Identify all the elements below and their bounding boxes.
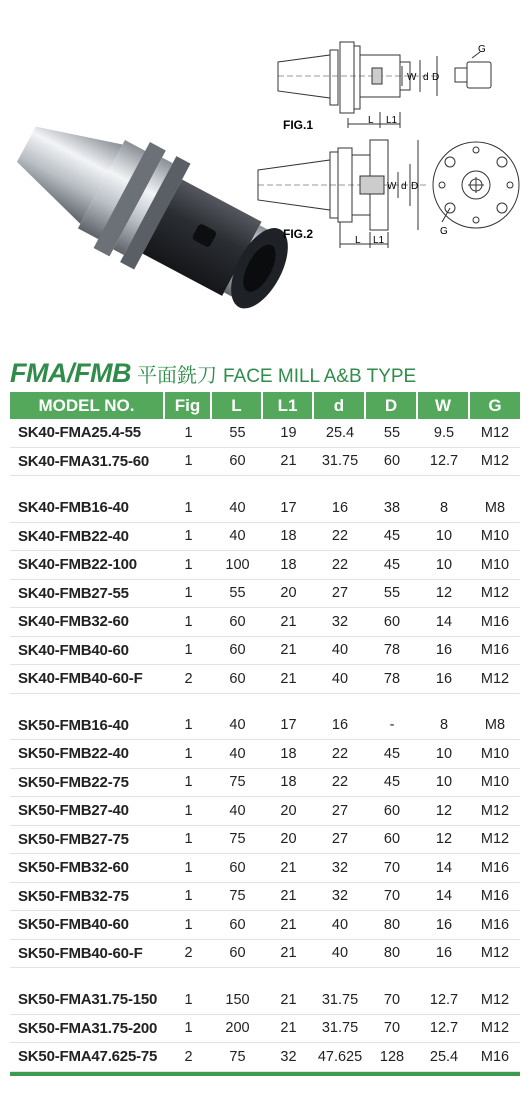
table-row bbox=[10, 986, 520, 1015]
spec-cell: 12 bbox=[435, 802, 453, 819]
spec-cell: 1 bbox=[184, 453, 193, 470]
spec-cell: 1 bbox=[184, 717, 193, 734]
spec-cell: 8 bbox=[439, 499, 449, 516]
spec-cell: 12.7 bbox=[429, 991, 459, 1008]
spec-cell: 40 bbox=[331, 642, 349, 659]
spec-cell: 60 bbox=[229, 859, 246, 876]
spec-cell: 32 bbox=[331, 888, 349, 905]
spec-cell: 8 bbox=[439, 717, 449, 734]
spec-cell: 21 bbox=[280, 945, 297, 962]
spec-cell: M12 bbox=[480, 945, 510, 962]
spec-cell: 21 bbox=[280, 1020, 297, 1037]
model-number-cell: SK50-FMB27-75 bbox=[18, 830, 129, 848]
spec-cell: 16 bbox=[435, 642, 453, 659]
spec-cell: 14 bbox=[435, 859, 453, 876]
spec-cell: 21 bbox=[280, 642, 297, 659]
spec-cell: 40 bbox=[331, 945, 349, 962]
spec-cell: 80 bbox=[383, 945, 401, 962]
row-group bbox=[10, 986, 520, 1072]
spec-cell: 14 bbox=[435, 613, 453, 630]
spec-cell: M12 bbox=[480, 991, 510, 1008]
spec-cell: 1 bbox=[184, 991, 193, 1008]
spec-cell: M10 bbox=[480, 745, 510, 762]
dim-g-label: G bbox=[478, 44, 486, 55]
model-number-cell: SK40-FMB32-60 bbox=[18, 613, 129, 631]
model-number-cell: SK50-FMA31.75-200 bbox=[18, 1019, 158, 1037]
spec-cell: 60 bbox=[229, 945, 246, 962]
spec-cell: 27 bbox=[331, 585, 349, 602]
spec-cell: M10 bbox=[480, 528, 510, 545]
spec-cell: M12 bbox=[480, 831, 510, 848]
tool-holder-photo bbox=[0, 91, 307, 331]
spec-cell: 1 bbox=[184, 916, 193, 933]
spec-cell: M16 bbox=[480, 916, 510, 933]
spec-cell: 38 bbox=[383, 499, 401, 516]
table-row bbox=[10, 1015, 520, 1044]
spec-cell: 40 bbox=[229, 499, 246, 516]
spec-cell: M16 bbox=[480, 1048, 510, 1065]
model-number-cell: SK40-FMB40-60 bbox=[18, 641, 129, 659]
fig2-label: FIG.2 bbox=[283, 227, 314, 241]
spec-cell: 31.75 bbox=[321, 991, 359, 1008]
spec-cell: 10 bbox=[435, 528, 453, 545]
table-row bbox=[10, 854, 520, 883]
spec-cell: 31.75 bbox=[321, 1020, 359, 1037]
spec-cell: 14 bbox=[435, 888, 453, 905]
spec-cell: 150 bbox=[225, 991, 250, 1008]
model-number-cell: SK50-FMB40-60-F bbox=[18, 944, 143, 962]
spec-cell: 1 bbox=[184, 642, 193, 659]
spec-cell: 22 bbox=[331, 774, 349, 791]
spec-cell: 16 bbox=[331, 717, 349, 734]
model-number-cell: SK40-FMB16-40 bbox=[18, 499, 129, 517]
spec-cell: 40 bbox=[229, 802, 246, 819]
spec-cell: 9.5 bbox=[433, 424, 455, 441]
spec-cell: 45 bbox=[383, 556, 401, 573]
model-number-cell: SK40-FMB22-40 bbox=[18, 527, 129, 545]
spec-cell: 60 bbox=[229, 642, 246, 659]
header-l: L bbox=[212, 392, 263, 419]
spec-cell: 40 bbox=[229, 528, 246, 545]
spec-cell: 60 bbox=[229, 613, 246, 630]
group-spacer bbox=[10, 694, 520, 712]
spec-cell: M12 bbox=[480, 802, 510, 819]
spec-cell: 1 bbox=[184, 888, 193, 905]
spec-cell: 60 bbox=[383, 613, 401, 630]
spec-cell: 20 bbox=[280, 802, 297, 819]
spec-cell: 1 bbox=[184, 802, 193, 819]
spec-cell: 75 bbox=[229, 774, 246, 791]
spec-cell: M8 bbox=[484, 499, 506, 516]
header-fig: Fig bbox=[165, 392, 212, 419]
table-row bbox=[10, 551, 520, 580]
spec-cell: 16 bbox=[331, 499, 349, 516]
spec-cell: 1 bbox=[184, 556, 193, 573]
dim-g-label-2: G bbox=[440, 226, 448, 237]
spec-cell: 1 bbox=[184, 424, 193, 441]
spec-cell: 27 bbox=[331, 802, 349, 819]
spec-cell: 25.4 bbox=[325, 424, 355, 441]
table-row bbox=[10, 580, 520, 609]
spec-cell: 1 bbox=[184, 859, 193, 876]
spec-cell: 75 bbox=[229, 888, 246, 905]
row-group bbox=[10, 494, 520, 694]
spec-cell: 21 bbox=[280, 991, 297, 1008]
table-row bbox=[10, 1043, 520, 1072]
table-row bbox=[10, 419, 520, 448]
table-row bbox=[10, 940, 520, 969]
spec-cell: M12 bbox=[480, 670, 510, 687]
fig1-label: FIG.1 bbox=[283, 118, 314, 132]
table-body bbox=[10, 419, 520, 1072]
spec-cell: 20 bbox=[280, 831, 297, 848]
title-main: FMA/FMB bbox=[10, 358, 131, 388]
spec-cell: 22 bbox=[331, 745, 349, 762]
spec-cell: 19 bbox=[280, 424, 297, 441]
spec-cell: 20 bbox=[280, 585, 297, 602]
spec-cell: 32 bbox=[331, 859, 349, 876]
spec-table bbox=[10, 392, 520, 1072]
spec-cell: 1 bbox=[184, 831, 193, 848]
section-title bbox=[10, 358, 416, 388]
spec-cell: 21 bbox=[280, 670, 297, 687]
table-row bbox=[10, 637, 520, 666]
spec-cell: 10 bbox=[435, 556, 453, 573]
spec-cell: 10 bbox=[435, 745, 453, 762]
spec-cell: 40 bbox=[331, 670, 349, 687]
spec-cell: - bbox=[389, 717, 395, 734]
spec-cell: 70 bbox=[383, 859, 401, 876]
spec-cell: 60 bbox=[229, 453, 246, 470]
spec-cell: M16 bbox=[480, 859, 510, 876]
spec-cell: 12.7 bbox=[429, 453, 459, 470]
spec-cell: 55 bbox=[229, 585, 246, 602]
spec-cell: 45 bbox=[383, 745, 401, 762]
spec-cell: 1 bbox=[184, 613, 193, 630]
model-number-cell: SK40-FMA31.75-60 bbox=[18, 452, 150, 470]
table-row bbox=[10, 769, 520, 798]
spec-cell: 60 bbox=[229, 670, 246, 687]
spec-cell: 55 bbox=[229, 424, 246, 441]
spec-cell: 17 bbox=[280, 499, 297, 516]
model-number-cell: SK50-FMA31.75-150 bbox=[18, 991, 158, 1009]
spec-cell: 21 bbox=[280, 888, 297, 905]
spec-cell: M10 bbox=[480, 556, 510, 573]
spec-cell: 22 bbox=[331, 528, 349, 545]
dim-l1-label-2: L1 bbox=[373, 235, 385, 246]
model-number-cell: SK50-FMB27-40 bbox=[18, 802, 129, 820]
row-group bbox=[10, 712, 520, 969]
spec-cell: 17 bbox=[280, 717, 297, 734]
dim-d-label: d bbox=[423, 72, 429, 83]
spec-cell: 12 bbox=[435, 831, 453, 848]
spec-cell: 47.625 bbox=[317, 1048, 363, 1065]
spec-cell: 2 bbox=[184, 670, 193, 687]
spec-cell: 21 bbox=[280, 916, 297, 933]
model-number-cell: SK40-FMB27-55 bbox=[18, 584, 129, 602]
spec-cell: M12 bbox=[480, 1020, 510, 1037]
title-english: FACE MILL A&B TYPE bbox=[222, 366, 417, 387]
bottom-rule bbox=[10, 1072, 520, 1076]
model-number-cell: SK40-FMB40-60-F bbox=[18, 670, 143, 688]
spec-cell: M16 bbox=[480, 888, 510, 905]
spec-cell: 10 bbox=[435, 774, 453, 791]
header-d-large: D bbox=[366, 392, 418, 419]
dim-l1-label: L1 bbox=[386, 115, 398, 126]
table-row bbox=[10, 883, 520, 912]
header-g: G bbox=[470, 392, 520, 419]
header-d-small: d bbox=[314, 392, 366, 419]
spec-cell: 70 bbox=[383, 991, 401, 1008]
spec-cell: 80 bbox=[383, 916, 401, 933]
spec-cell: 22 bbox=[331, 556, 349, 573]
spec-cell: 60 bbox=[383, 802, 401, 819]
spec-cell: 12 bbox=[435, 585, 453, 602]
header-w: W bbox=[418, 392, 470, 419]
spec-cell: 1 bbox=[184, 774, 193, 791]
dim-D-label: D bbox=[432, 72, 440, 83]
table-header bbox=[10, 392, 520, 419]
model-number-cell: SK40-FMB22-100 bbox=[18, 556, 137, 574]
spec-cell: 18 bbox=[280, 745, 297, 762]
spec-cell: 70 bbox=[383, 1020, 401, 1037]
spec-cell: 27 bbox=[331, 831, 349, 848]
spec-cell: M12 bbox=[480, 424, 510, 441]
spec-cell: M12 bbox=[480, 585, 510, 602]
spec-cell: 78 bbox=[383, 670, 401, 687]
spec-cell: 200 bbox=[225, 1020, 250, 1037]
table-row bbox=[10, 797, 520, 826]
spec-cell: 16 bbox=[435, 670, 453, 687]
spec-cell: 21 bbox=[280, 613, 297, 630]
model-number-cell: SK50-FMB22-40 bbox=[18, 745, 129, 763]
spec-cell: 60 bbox=[383, 831, 401, 848]
model-number-cell: SK50-FMB32-60 bbox=[18, 859, 129, 877]
header-model: MODEL NO. bbox=[10, 392, 165, 419]
spec-cell: 45 bbox=[383, 528, 401, 545]
spec-cell: 1 bbox=[184, 1020, 193, 1037]
spec-cell: 12.7 bbox=[429, 1020, 459, 1037]
spec-cell: 78 bbox=[383, 642, 401, 659]
spec-cell: M16 bbox=[480, 642, 510, 659]
spec-cell: M10 bbox=[480, 774, 510, 791]
spec-cell: M8 bbox=[484, 717, 506, 734]
spec-cell: 32 bbox=[331, 613, 349, 630]
product-illustration-area bbox=[0, 0, 530, 350]
dim-l-label: L bbox=[368, 115, 374, 126]
spec-cell: M12 bbox=[480, 453, 510, 470]
table-row bbox=[10, 494, 520, 523]
model-number-cell: SK50-FMB40-60 bbox=[18, 916, 129, 934]
spec-cell: 55 bbox=[383, 424, 401, 441]
spec-cell: 70 bbox=[383, 888, 401, 905]
spec-cell: 55 bbox=[383, 585, 401, 602]
spec-cell: 2 bbox=[184, 945, 193, 962]
dim-w-label: W bbox=[407, 72, 417, 83]
model-number-cell: SK50-FMB16-40 bbox=[18, 716, 129, 734]
spec-cell: 100 bbox=[225, 556, 250, 573]
spec-cell: 128 bbox=[379, 1048, 405, 1065]
fig1-drawing bbox=[278, 42, 491, 128]
group-spacer bbox=[10, 476, 520, 494]
model-number-cell: SK50-FMB32-75 bbox=[18, 887, 129, 905]
spec-cell: 60 bbox=[383, 453, 401, 470]
spec-cell: 16 bbox=[435, 945, 453, 962]
spec-cell: 25.4 bbox=[429, 1048, 459, 1065]
spec-cell: M16 bbox=[480, 613, 510, 630]
dim-w-label-2: W bbox=[387, 181, 397, 192]
spec-cell: 1 bbox=[184, 745, 193, 762]
header-l1: L1 bbox=[263, 392, 314, 419]
spec-cell: 31.75 bbox=[321, 453, 359, 470]
row-group bbox=[10, 419, 520, 476]
table-row bbox=[10, 911, 520, 940]
spec-cell: 60 bbox=[229, 916, 246, 933]
spec-cell: 1 bbox=[184, 585, 193, 602]
table-row bbox=[10, 448, 520, 477]
tool-holder-drawings bbox=[0, 0, 530, 350]
spec-cell: 45 bbox=[383, 774, 401, 791]
model-number-cell: SK50-FMA47.625-75 bbox=[18, 1048, 158, 1066]
dim-D-label-2: D bbox=[411, 181, 419, 192]
spec-cell: 21 bbox=[280, 859, 297, 876]
model-number-cell: SK50-FMB22-75 bbox=[18, 773, 129, 791]
spec-cell: 40 bbox=[229, 745, 246, 762]
dim-d-label-2: d bbox=[401, 181, 407, 192]
spec-cell: 40 bbox=[331, 916, 349, 933]
table-row bbox=[10, 608, 520, 637]
spec-cell: 32 bbox=[280, 1048, 297, 1065]
table-row bbox=[10, 740, 520, 769]
model-number-cell: SK40-FMA25.4-55 bbox=[18, 424, 141, 442]
dim-l-label-2: L bbox=[355, 235, 361, 246]
group-spacer bbox=[10, 968, 520, 986]
spec-cell: 2 bbox=[184, 1048, 193, 1065]
spec-cell: 40 bbox=[229, 717, 246, 734]
spec-cell: 75 bbox=[229, 831, 246, 848]
table-row bbox=[10, 826, 520, 855]
table-row bbox=[10, 712, 520, 741]
spec-cell: 1 bbox=[184, 499, 193, 516]
spec-cell: 21 bbox=[280, 453, 297, 470]
spec-cell: 1 bbox=[184, 528, 193, 545]
spec-cell: 18 bbox=[280, 556, 297, 573]
spec-cell: 18 bbox=[280, 774, 297, 791]
spec-cell: 16 bbox=[435, 916, 453, 933]
table-row bbox=[10, 523, 520, 552]
spec-cell: 75 bbox=[229, 1048, 246, 1065]
table-row bbox=[10, 665, 520, 694]
title-chinese: 平面銑刀 bbox=[136, 363, 217, 387]
spec-cell: 18 bbox=[280, 528, 297, 545]
